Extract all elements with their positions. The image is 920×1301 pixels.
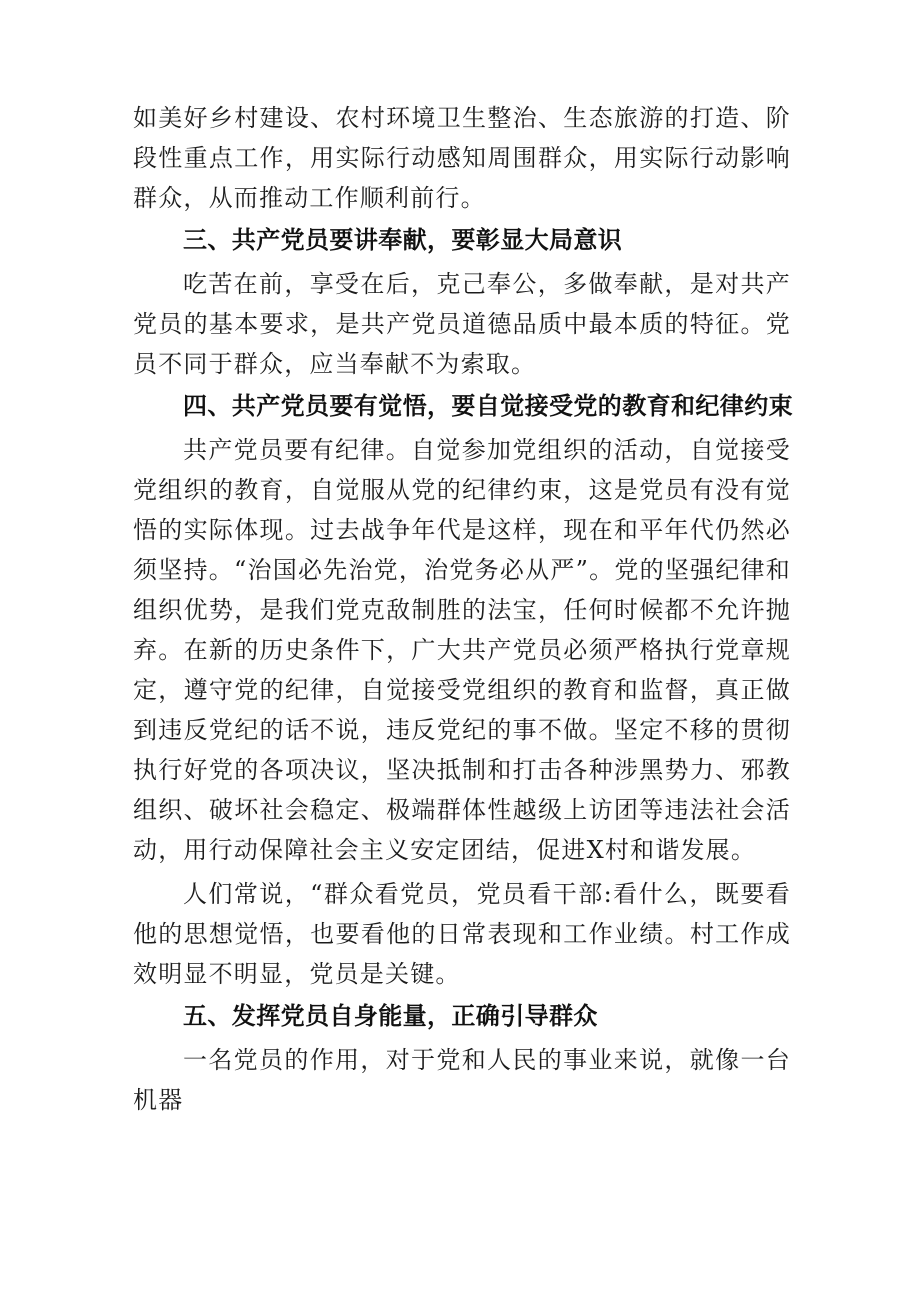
paragraph-rural-work: 如美好乡村建设、农村环境卫生整治、生态旅游的打造、阶段性重点工作，用实际行动感知周围群众，用实际行动影响群众，从而推动工作顺利前行。 — [133, 104, 791, 212]
section-heading-three: 三、共产党员要讲奉献，要彰显大局意识 — [183, 226, 623, 254]
paragraph-discipline: 共产党员要有纪律。自觉参加党组织的活动，自觉接受党组织的教育，自觉服从党的纪律约束，这是党员有没有觉悟的实际体现。过去战争年代是这样，现在和平年代仍然必须坚持。“治国必先治党，治党务必从严”。党的坚强纪律和组织优势，是我们党克敌制胜的法宝，任何时候都不允许抛弃。在新的历史条件下，广大共产党员必须严格执行党章规定，遵守党的纪律，自觉接受党组织的教育和监督，真正做到违反党纪的话不说，违反党纪的事不做。坚定不移的贯彻执行好党的各项决议，坚决抵制和打击各种涉黑势力、邪教组织、破坏社会稳定、极端群体性越级上访团等违法社会活动，用行动保障社会主义安定团结，促进X村和谐发展。 — [133, 436, 791, 864]
document-body — [133, 98, 791, 1120]
section-heading-five: 五、发挥党员自身能量，正确引导群众 — [183, 1002, 598, 1030]
section-heading-four: 四、共产党员要有觉悟，要自觉接受党的教育和纪律约束 — [183, 392, 793, 420]
paragraph-party-member-role: 一名党员的作用，对于党和人民的事业来说，就像一台机器 — [133, 1046, 791, 1114]
paragraph-people-say: 人们常说，“群众看党员，党员看干部:看什么，既要看他的思想觉悟，也要看他的日常表现和工作业绩。村工作成效明显不明显，党员是关键。 — [133, 880, 791, 988]
paragraph-dedication: 吃苦在前，享受在后，克己奉公，多做奉献，是对共产党员的基本要求，是共产党员道德品质中最本质的特征。党员不同于群众，应当奉献不为索取。 — [133, 270, 791, 378]
